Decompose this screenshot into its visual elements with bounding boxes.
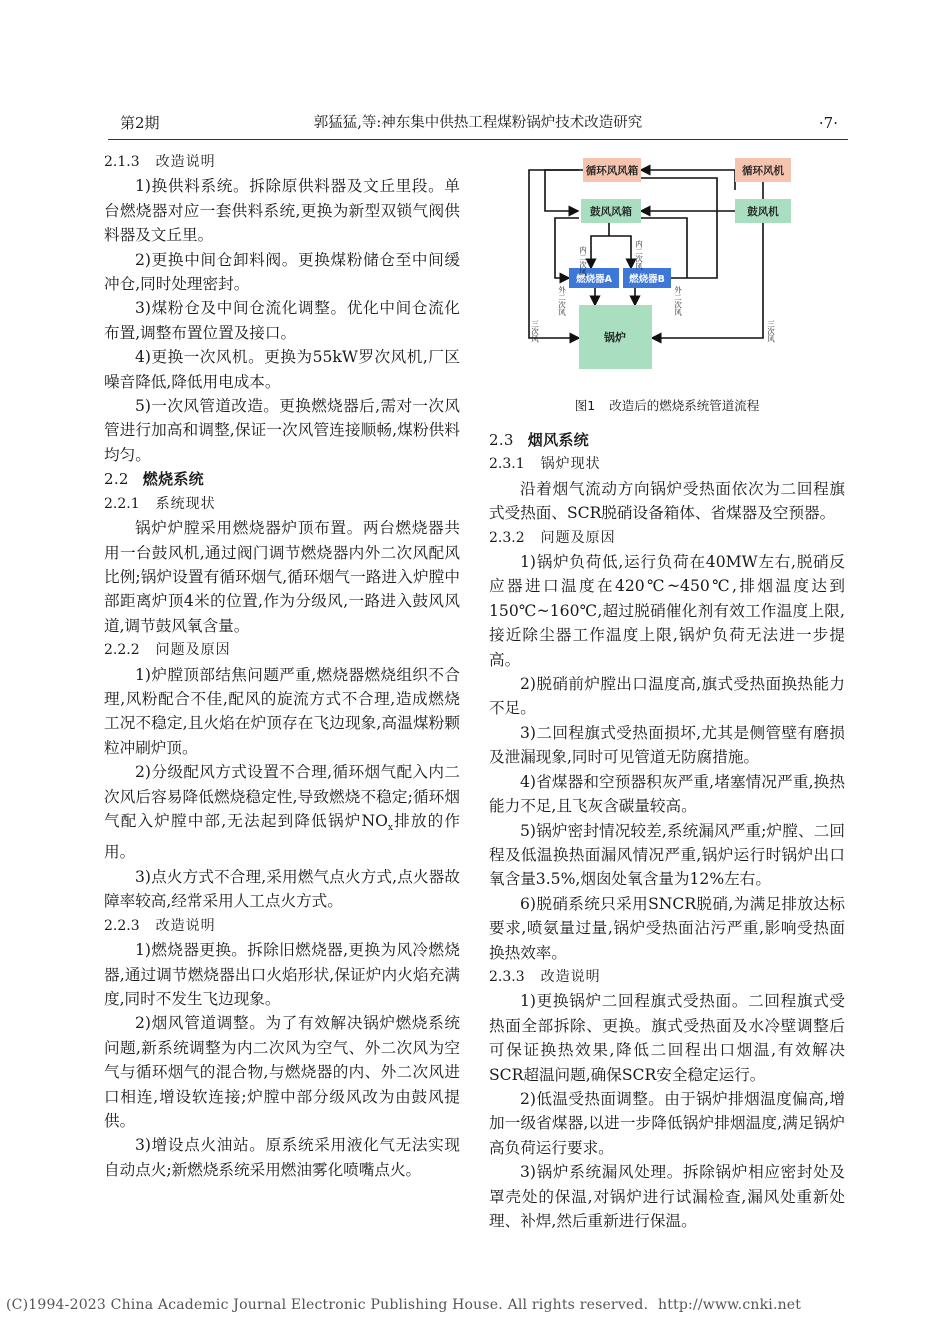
flow-diagram — [489, 150, 845, 390]
paragraph: 沿着烟气流动方向锅炉受热面依次为二回程旗式受热面、SCR脱硝设备箱体、省煤器及空预器。 — [489, 479, 845, 523]
section-heading: 2.3.3 改造说明 — [489, 968, 601, 985]
right-column — [489, 150, 845, 1233]
paragraph: 1)炉膛顶部结焦问题严重,燃烧器燃烧组织不合理,风粉配合不佳,配风的旋流方式不合理,造成燃烧工况不稳定,且火焰在炉顶存在飞边现象,高温煤粉颗粒冲刷炉顶。 — [104, 665, 460, 757]
label-boiler: 锅炉 — [604, 331, 626, 344]
paragraph: 2)分级配风方式设置不合理,循环烟气配入内二次风后容易降低燃烧稳定性,导致燃烧不稳定;循环烟气配入炉膛中部,无法起到降低锅炉$NO_x$排放的作用。 — [104, 763, 460, 862]
paragraph: 3)增设点火油站。原系统采用液化气无法实现自动点火;新燃烧系统采用燃油雾化喷嘴点火。 — [104, 1136, 460, 1179]
paragraph: 1)锅炉负荷低,运行负荷在40MW左右,脱硝反应器进口温度在420℃~450℃,排烟温度达到150℃~160℃,超过脱硝催化剂有效工作温度上限,接近除尘器工作温度上限,锅炉负荷无法进一步提高。 — [489, 553, 845, 669]
label-inner-secondary-right: 内二次风 — [634, 240, 644, 270]
paragraph: 3)煤粉仓及中间仓流化调整。优化中间仓流化布置,调整布置位置及接口。 — [104, 299, 460, 342]
paragraph: 1)燃烧器更换。拆除旧燃烧器,更换为风冷燃烧器,通过调节燃烧器出口火焰形状,保证炉内火焰充满度,同时不发生飞边现象。 — [104, 941, 460, 1008]
label-outer-secondary-left: 外二次风 — [557, 286, 567, 316]
label-tertiary-left: 三次风 — [530, 320, 540, 343]
paragraph: 5)一次风管道改造。更换燃烧器后,需对一次风管进行加高和调整,保证一次风管连接顺畅,煤粉供料均匀。 — [104, 397, 460, 464]
section-heading: 2.1.3 改造说明 — [104, 154, 216, 170]
paragraph: 2)脱硝前炉膛出口温度高,旗式受热面换热能力不足。 — [489, 675, 845, 718]
label-outer-secondary-right: 外二次风 — [673, 286, 683, 316]
label-circ-fan: 循环风机 — [742, 165, 784, 177]
paragraph: 2)更换中间仓卸料阀。更换煤粉储仓至中间缓冲仓,同时处理密封。 — [104, 250, 460, 294]
paragraph: 3)二回程旗式受热面损坏,尤其是侧管壁有磨损及泄漏现象,同时可见管道无防腐措施。 — [489, 723, 845, 767]
section-heading: 2.3.1 锅炉现状 — [489, 456, 601, 473]
label-blow-fan: 鼓风机 — [747, 206, 779, 218]
label-blow-air-box: 鼓风风箱 — [590, 206, 632, 218]
label-circ-air-box: 循环风风箱 — [585, 165, 639, 177]
paragraph: 3)锅炉系统漏风处理。拆除锅炉相应密封处及罩壳处的保温,对锅炉进行试漏检查,漏风处重新处理、补焊,然后重新进行保温。 — [489, 1163, 845, 1230]
page-header — [108, 112, 848, 134]
copyright-notice: (C)1994-2023 China Academic Journal Electronic Publishing House. All rights reserved. — [6, 1297, 649, 1313]
issue-number: 第2期 — [120, 114, 160, 132]
label-burner-b: 燃烧器B — [629, 274, 665, 285]
paragraph: 4)省煤器和空预器积灰严重,堵塞情况严重,换热能力不足,且飞灰含碳量较高。 — [489, 772, 845, 816]
page-number: ·7· — [818, 114, 838, 132]
label-burner-a: 燃烧器A — [576, 274, 612, 285]
paragraph: 1)更换锅炉二回程旗式受热面。二回程旗式受热面全部拆除、更换。旗式受热面及水冷壁调整后可保证换热效果,降低二回程出口烟温,有效解决SCR超温问题,确保SCR安全稳定运行。 — [489, 992, 845, 1084]
section-heading: 2.3.2 问题及原因 — [489, 529, 616, 546]
section-heading: 2.2 燃烧系统 — [104, 470, 204, 489]
paragraph: 2)烟风管道调整。为了有效解决锅炉燃烧系统问题,新系统调整为内二次风为空气、外二次风为空气与循环烟气的混合物,与燃烧器的内、外二次风进口相连,增设软连接;炉膛中部分级风改为由鼓风提供。 — [104, 1014, 460, 1130]
label-inner-secondary-left: 内二次风 — [578, 246, 588, 276]
section-heading: 2.3 烟风系统 — [489, 431, 589, 449]
figure-caption: 图1 改造后的燃烧系统管道流程 — [574, 398, 760, 413]
running-title: 郭猛猛,等:神东集中供热工程煤粉锅炉技术改造研究 — [313, 115, 643, 131]
page-footer — [6, 1297, 946, 1313]
paragraph: 6)脱硝系统只采用SNCR脱硝,为满足排放达标要求,喷氨量过量,锅炉受热面沾污严重,影响受热面换热效率。 — [489, 894, 845, 962]
header-rule — [108, 139, 848, 140]
section-heading: 2.2.3 改造说明 — [104, 917, 216, 934]
left-column — [104, 150, 460, 1182]
label-tertiary-right: 三次风 — [766, 320, 776, 343]
paragraph: 1)换供料系统。拆除原供料器及文丘里段。单台燃烧器对应一套供料系统,更换为新型双锁气阀供料器及文丘里。 — [104, 177, 460, 245]
figure-1 — [489, 150, 845, 420]
cnki-link[interactable]: http://www.cnki.net — [658, 1297, 802, 1313]
paragraph: 3)点火方式不合理,采用燃气点火方式,点火器故障率较高,经常采用人工点火方式。 — [104, 867, 460, 911]
paragraph: 锅炉炉膛采用燃烧器炉顶布置。两台燃烧器共用一台鼓风机,通过阀门调节燃烧器内外二次风配风比例;锅炉设置有循环烟气,循环烟气一路进入炉膛中部距离炉顶4米的位置,作为分级风,一路进入鼓风风道,调节鼓风氧含量。 — [104, 519, 460, 635]
paragraph: 4)更换一次风机。更换为55kW罗次风机,厂区噪音降低,降低用电成本。 — [104, 348, 460, 391]
section-heading: 2.2.1 系统现状 — [104, 495, 216, 512]
paragraph: 2)低温受热面调整。由于锅炉排烟温度偏高,增加一级省煤器,以进一步降低锅炉排烟温度,满足锅炉高负荷运行要求。 — [489, 1089, 845, 1157]
paragraph: 5)锅炉密封情况较差,系统漏风严重;炉膛、二回程及低温换热面漏风情况严重,锅炉运行时锅炉出口氧含量3.5%,烟囱处氧含量为12%左右。 — [489, 821, 845, 889]
section-heading: 2.2.2 问题及原因 — [104, 642, 231, 659]
